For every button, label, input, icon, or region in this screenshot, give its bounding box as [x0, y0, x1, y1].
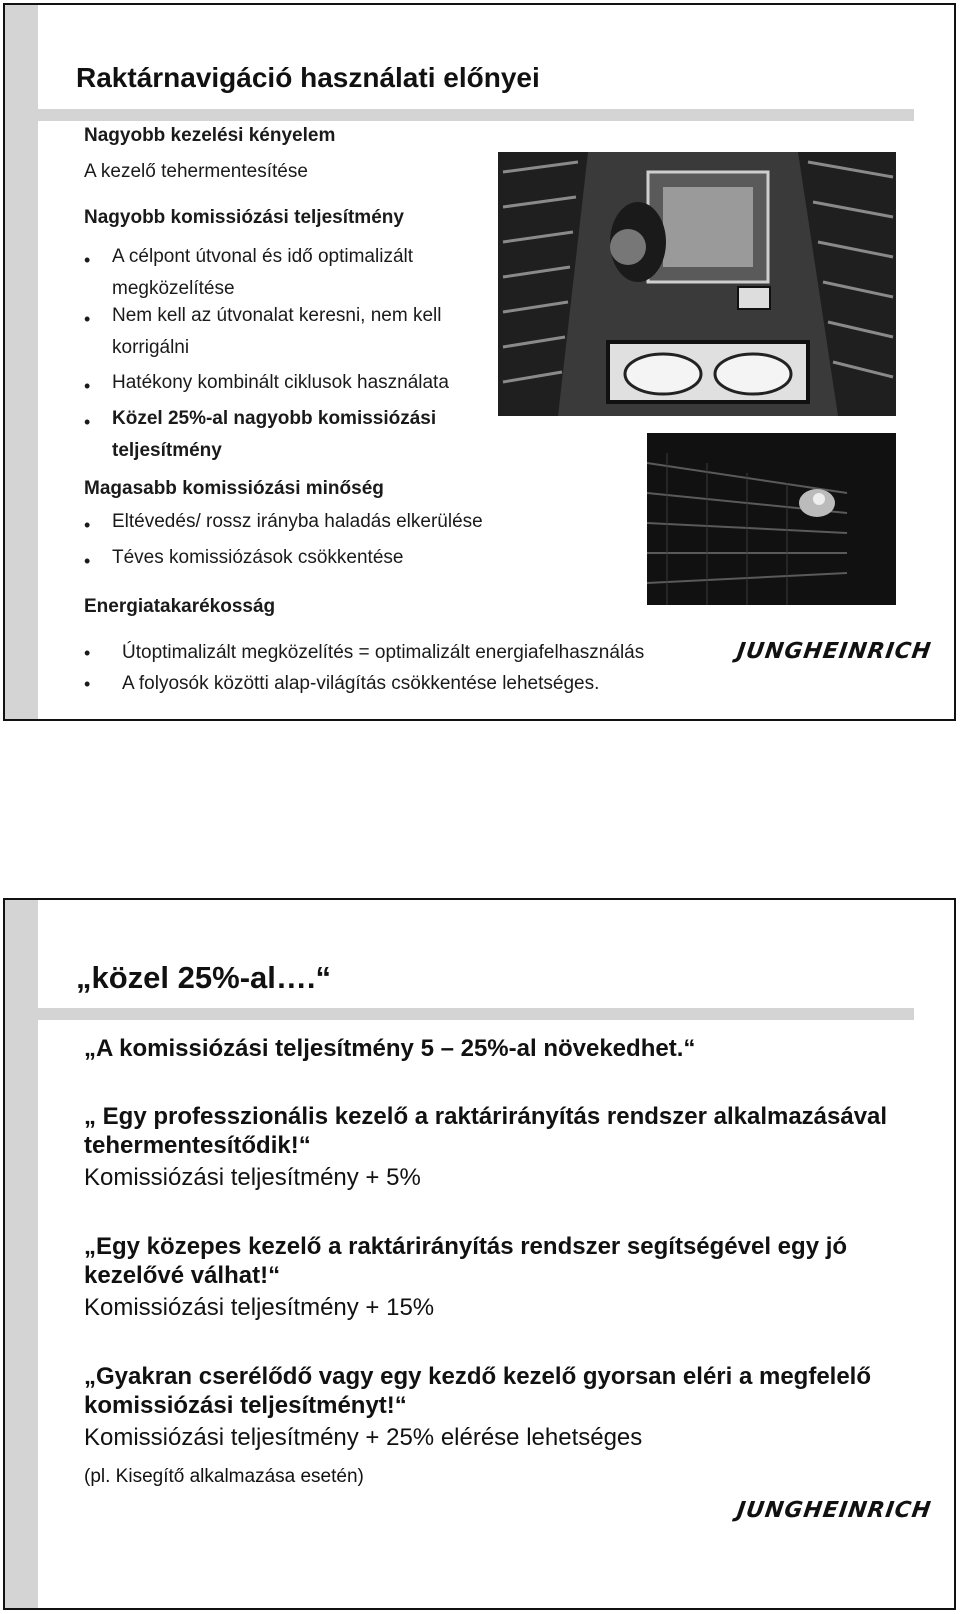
- slide-1: [3, 3, 956, 721]
- bullet-item: A folyosók közötti alap-világítás csökkentése lehetséges.: [122, 673, 600, 694]
- quote-professional-operator: „ Egy professzionális kezelő a raktárirányítás rendszer alkalmazásával tehermentesítődik!“: [84, 1103, 888, 1159]
- quote-average-operator: „Egy közepes kezelő a raktárirányítás rendszer segítségével egy jó kezelővé válhat!“: [84, 1233, 848, 1289]
- warehouse-order-picker-photo: [498, 152, 896, 416]
- bullet-item: A célpont útvonal és idő optimalizált megközelítése: [112, 246, 414, 299]
- bullet-marker: •: [84, 643, 91, 663]
- warehouse-photo-graphic: [498, 152, 896, 416]
- footnote: (pl. Kisegítő alkalmazása esetén): [84, 1466, 364, 1487]
- heading-energy: Energiatakarékosság: [84, 596, 276, 617]
- value-plus-25: Komissiózási teljesítmény + 25% elérése lehetséges: [84, 1424, 643, 1451]
- quote-performance-growth: „A komissiózási teljesítmény 5 – 25%-al növekedhet.“: [84, 1035, 696, 1062]
- value-plus-5: Komissiózási teljesítmény + 5%: [84, 1164, 421, 1191]
- slide-left-bar: [5, 5, 38, 719]
- bullet-marker: •: [84, 412, 91, 432]
- bullet-marker: •: [84, 250, 91, 270]
- value-plus-15: Komissiózási teljesítmény + 15%: [84, 1294, 435, 1321]
- bullet-item-bold: Közel 25%-al nagyobb komissiózási teljesítmény: [112, 408, 437, 461]
- bullet-item: Téves komissiózások csökkentése: [112, 547, 404, 568]
- jungheinrich-logo: JUNGHEINRICH: [735, 1498, 934, 1523]
- subtext-relief: A kezelő tehermentesítése: [84, 161, 308, 182]
- heading-quality: Magasabb komissiózási minőség: [84, 478, 384, 499]
- slide-left-bar: [5, 900, 38, 1608]
- warehouse-aisle-photo: [647, 433, 896, 605]
- slide-title: Raktárnavigáció használati előnyei: [76, 62, 540, 93]
- heading-performance: Nagyobb komissiózási teljesítmény: [84, 207, 404, 228]
- bullet-marker: •: [84, 551, 91, 571]
- jungheinrich-logo: JUNGHEINRICH: [735, 639, 934, 664]
- bullet-marker: •: [84, 309, 91, 329]
- bullet-marker: •: [84, 515, 91, 535]
- bullet-marker: •: [84, 376, 91, 396]
- slide-title: „közel 25%-al….“: [76, 960, 331, 995]
- slide-2: [3, 898, 956, 1610]
- bullet-item: Nem kell az útvonalat keresni, nem kell korrigálni: [112, 305, 442, 358]
- bullet-item: Eltévedés/ rossz irányba haladás elkerülése: [112, 511, 483, 532]
- bullet-item: Útoptimalizált megközelítés = optimalizált energiafelhasználás: [122, 642, 645, 663]
- heading-comfort: Nagyobb kezelési kényelem: [84, 125, 336, 146]
- bullet-marker: •: [84, 674, 91, 694]
- bullet-item: Hatékony kombinált ciklusok használata: [112, 372, 449, 393]
- quote-new-operator: „Gyakran cserélődő vagy egy kezdő kezelő gyorsan eléri a megfelelő komissiózási teljesítményt!“: [84, 1363, 872, 1419]
- warehouse-aisle-graphic: [647, 433, 896, 605]
- title-underline-bar: [38, 109, 914, 121]
- title-underline-bar: [38, 1008, 914, 1020]
